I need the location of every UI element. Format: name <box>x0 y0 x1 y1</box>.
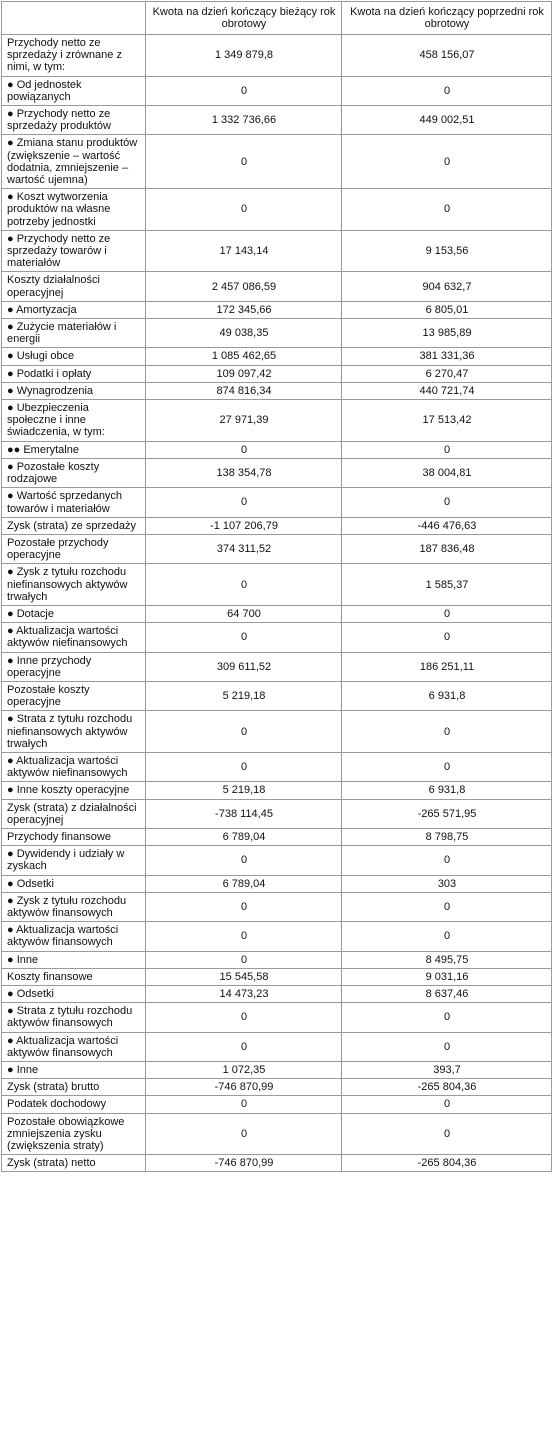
table-row <box>2 986 552 1003</box>
table-row <box>2 1032 552 1061</box>
row-label: ● Dotacje <box>2 605 146 622</box>
table-row <box>2 605 552 622</box>
current-year-value: 2 457 086,59 <box>146 272 342 301</box>
table-row <box>2 1079 552 1096</box>
current-year-value: 0 <box>146 951 342 968</box>
current-year-value: 49 038,35 <box>146 319 342 348</box>
table-row <box>2 301 552 318</box>
row-label: ● Przychody netto ze sprzedaży produktów <box>2 106 146 135</box>
row-label: Pozostałe przychody operacyjne <box>2 534 146 563</box>
previous-year-value: 0 <box>342 752 552 781</box>
row-label: ● Podatki i opłaty <box>2 365 146 382</box>
table-row <box>2 1062 552 1079</box>
current-year-value: 1 085 462,65 <box>146 348 342 365</box>
row-label: ● Od jednostek powiązanych <box>2 76 146 105</box>
current-year-value: 0 <box>146 488 342 517</box>
previous-year-value: 449 002,51 <box>342 106 552 135</box>
row-label: ● Inne przychody operacyjne <box>2 652 146 681</box>
row-label: ● Inne <box>2 951 146 968</box>
table-row <box>2 135 552 189</box>
previous-year-value: 381 331,36 <box>342 348 552 365</box>
previous-year-value: 8 798,75 <box>342 828 552 845</box>
row-label: Przychody finansowe <box>2 828 146 845</box>
table-row <box>2 1096 552 1113</box>
table-row <box>2 400 552 442</box>
current-year-value: 0 <box>146 1032 342 1061</box>
previous-year-value: 0 <box>342 623 552 652</box>
header-current-year: Kwota na dzień kończący bieżący rok obrotowy <box>146 2 342 35</box>
row-label: ● Zysk z tytułu rozchodu aktywów finansowych <box>2 892 146 921</box>
previous-year-value: 0 <box>342 76 552 105</box>
row-label: ● Wynagrodzenia <box>2 382 146 399</box>
current-year-value: 17 143,14 <box>146 230 342 272</box>
row-label: ● Pozostałe koszty rodzajowe <box>2 458 146 487</box>
table-row <box>2 711 552 753</box>
table-row <box>2 875 552 892</box>
row-label: ● Przychody netto ze sprzedaży towarów i materiałów <box>2 230 146 272</box>
previous-year-value: 0 <box>342 711 552 753</box>
row-label: ● Strata z tytułu rozchodu aktywów finansowych <box>2 1003 146 1032</box>
row-label: Zysk (strata) z działalności operacyjnej <box>2 799 146 828</box>
table-row <box>2 782 552 799</box>
header-label-column <box>2 2 146 35</box>
current-year-value: 874 816,34 <box>146 382 342 399</box>
current-year-value: 109 097,42 <box>146 365 342 382</box>
table-row <box>2 1155 552 1172</box>
row-label: ● Zużycie materiałów i energii <box>2 319 146 348</box>
row-label: Zysk (strata) netto <box>2 1155 146 1172</box>
previous-year-value: 0 <box>342 1032 552 1061</box>
table-row <box>2 458 552 487</box>
previous-year-value: 6 270,47 <box>342 365 552 382</box>
financial-statement-table <box>1 1 552 1172</box>
previous-year-value: 0 <box>342 1003 552 1032</box>
table-row <box>2 272 552 301</box>
table-row <box>2 564 552 606</box>
current-year-value: 0 <box>146 711 342 753</box>
table-row <box>2 828 552 845</box>
current-year-value: 0 <box>146 892 342 921</box>
table-body <box>2 35 552 1172</box>
current-year-value: 1 349 879,8 <box>146 35 342 77</box>
previous-year-value: 0 <box>342 488 552 517</box>
previous-year-value: 0 <box>342 892 552 921</box>
current-year-value: 0 <box>146 135 342 189</box>
current-year-value: 0 <box>146 846 342 875</box>
current-year-value: -1 107 206,79 <box>146 517 342 534</box>
current-year-value: 6 789,04 <box>146 828 342 845</box>
previous-year-value: 393,7 <box>342 1062 552 1079</box>
current-year-value: 0 <box>146 564 342 606</box>
row-label: ● Odsetki <box>2 986 146 1003</box>
previous-year-value: 9 031,16 <box>342 968 552 985</box>
current-year-value: 172 345,66 <box>146 301 342 318</box>
previous-year-value: -265 571,95 <box>342 799 552 828</box>
table-row <box>2 319 552 348</box>
row-label: Przychody netto ze sprzedaży i zrównane z nimi, w tym: <box>2 35 146 77</box>
table-row <box>2 968 552 985</box>
table-row <box>2 488 552 517</box>
previous-year-value: 9 153,56 <box>342 230 552 272</box>
previous-year-value: 6 931,8 <box>342 782 552 799</box>
previous-year-value: -446 476,63 <box>342 517 552 534</box>
row-label: Pozostałe obowiązkowe zmniejszenia zysku (zwiększenia straty) <box>2 1113 146 1155</box>
current-year-value: 64 700 <box>146 605 342 622</box>
row-label: ● Zysk z tytułu rozchodu niefinansowych aktywów trwałych <box>2 564 146 606</box>
previous-year-value: 6 805,01 <box>342 301 552 318</box>
row-label: ● Aktualizacja wartości aktywów niefinansowych <box>2 752 146 781</box>
row-label: ● Odsetki <box>2 875 146 892</box>
row-label: ●● Emerytalne <box>2 441 146 458</box>
current-year-value: 1 332 736,66 <box>146 106 342 135</box>
table-row <box>2 922 552 951</box>
current-year-value: 5 219,18 <box>146 782 342 799</box>
previous-year-value: 0 <box>342 922 552 951</box>
row-label: ● Inne koszty operacyjne <box>2 782 146 799</box>
row-label: ● Strata z tytułu rozchodu niefinansowych aktywów trwałych <box>2 711 146 753</box>
current-year-value: 309 611,52 <box>146 652 342 681</box>
row-label: Podatek dochodowy <box>2 1096 146 1113</box>
current-year-value: 138 354,78 <box>146 458 342 487</box>
previous-year-value: 440 721,74 <box>342 382 552 399</box>
current-year-value: 0 <box>146 441 342 458</box>
current-year-value: 0 <box>146 1096 342 1113</box>
table-row <box>2 951 552 968</box>
previous-year-value: 17 513,42 <box>342 400 552 442</box>
previous-year-value: 0 <box>342 1096 552 1113</box>
row-label: Koszty działalności operacyjnej <box>2 272 146 301</box>
row-label: ● Zmiana stanu produktów (zwiększenie – wartość dodatnia, zmniejszenie – wartość ujemna) <box>2 135 146 189</box>
table-row <box>2 623 552 652</box>
current-year-value: 27 971,39 <box>146 400 342 442</box>
row-label: Zysk (strata) ze sprzedaży <box>2 517 146 534</box>
previous-year-value: 8 495,75 <box>342 951 552 968</box>
table-row <box>2 892 552 921</box>
row-label: ● Ubezpieczenia społeczne i inne świadczenia, w tym: <box>2 400 146 442</box>
table-row <box>2 35 552 77</box>
table-row <box>2 681 552 710</box>
previous-year-value: -265 804,36 <box>342 1079 552 1096</box>
current-year-value: 6 789,04 <box>146 875 342 892</box>
row-label: Pozostałe koszty operacyjne <box>2 681 146 710</box>
row-label: ● Wartość sprzedanych towarów i materiałów <box>2 488 146 517</box>
current-year-value: 0 <box>146 1003 342 1032</box>
row-label: Zysk (strata) brutto <box>2 1079 146 1096</box>
previous-year-value: 0 <box>342 441 552 458</box>
table-row <box>2 652 552 681</box>
previous-year-value: 0 <box>342 135 552 189</box>
previous-year-value: 6 931,8 <box>342 681 552 710</box>
row-label: ● Amortyzacja <box>2 301 146 318</box>
current-year-value: -746 870,99 <box>146 1155 342 1172</box>
table-row <box>2 752 552 781</box>
row-label: ● Usługi obce <box>2 348 146 365</box>
previous-year-value: 904 632,7 <box>342 272 552 301</box>
current-year-value: 1 072,35 <box>146 1062 342 1079</box>
current-year-value: 5 219,18 <box>146 681 342 710</box>
row-label: ● Koszt wytworzenia produktów na własne potrzeby jednostki <box>2 189 146 231</box>
previous-year-value: 0 <box>342 189 552 231</box>
table-row <box>2 441 552 458</box>
row-label: ● Dywidendy i udziały w zyskach <box>2 846 146 875</box>
table-row <box>2 1003 552 1032</box>
previous-year-value: 1 585,37 <box>342 564 552 606</box>
current-year-value: 0 <box>146 922 342 951</box>
current-year-value: 374 311,52 <box>146 534 342 563</box>
table-row <box>2 365 552 382</box>
previous-year-value: 38 004,81 <box>342 458 552 487</box>
row-label: ● Aktualizacja wartości aktywów niefinansowych <box>2 623 146 652</box>
previous-year-value: 458 156,07 <box>342 35 552 77</box>
header-previous-year: Kwota na dzień kończący poprzedni rok obrotowy <box>342 2 552 35</box>
table-row <box>2 799 552 828</box>
table-row <box>2 230 552 272</box>
table-row <box>2 76 552 105</box>
previous-year-value: 13 985,89 <box>342 319 552 348</box>
table-row <box>2 106 552 135</box>
current-year-value: 15 545,58 <box>146 968 342 985</box>
row-label: ● Aktualizacja wartości aktywów finansowych <box>2 1032 146 1061</box>
previous-year-value: 0 <box>342 605 552 622</box>
current-year-value: 0 <box>146 623 342 652</box>
table-row <box>2 517 552 534</box>
current-year-value: 0 <box>146 76 342 105</box>
table-row <box>2 189 552 231</box>
table-row <box>2 1113 552 1155</box>
table-row <box>2 846 552 875</box>
current-year-value: 0 <box>146 752 342 781</box>
previous-year-value: -265 804,36 <box>342 1155 552 1172</box>
table-row <box>2 534 552 563</box>
header-row <box>2 2 552 35</box>
table-row <box>2 382 552 399</box>
current-year-value: -746 870,99 <box>146 1079 342 1096</box>
previous-year-value: 186 251,11 <box>342 652 552 681</box>
previous-year-value: 0 <box>342 1113 552 1155</box>
row-label: ● Inne <box>2 1062 146 1079</box>
previous-year-value: 8 637,46 <box>342 986 552 1003</box>
row-label: Koszty finansowe <box>2 968 146 985</box>
table-row <box>2 348 552 365</box>
current-year-value: 0 <box>146 189 342 231</box>
previous-year-value: 303 <box>342 875 552 892</box>
previous-year-value: 187 836,48 <box>342 534 552 563</box>
row-label: ● Aktualizacja wartości aktywów finansowych <box>2 922 146 951</box>
current-year-value: -738 114,45 <box>146 799 342 828</box>
previous-year-value: 0 <box>342 846 552 875</box>
current-year-value: 14 473,23 <box>146 986 342 1003</box>
current-year-value: 0 <box>146 1113 342 1155</box>
